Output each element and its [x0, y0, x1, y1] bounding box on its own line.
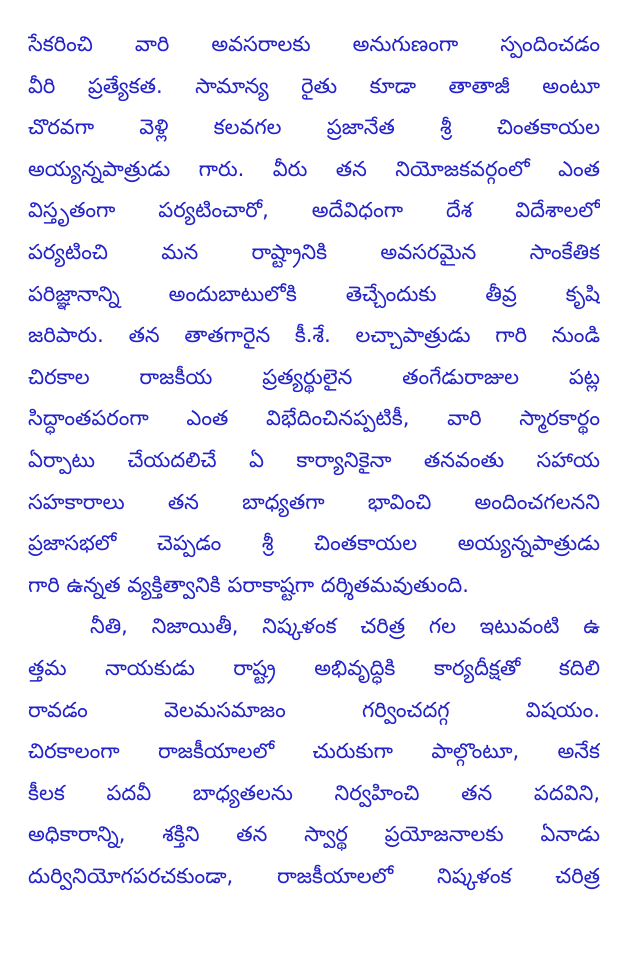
- text-line: ఏర్పాటు చేయదలిచే ఏ కార్యానికైనా తనవంతు సహాయ: [28, 447, 600, 472]
- paragraph-start-line: నీతి, నిజాయితీ, నిష్కళంక చరిత్ర గల ఇటువంటి ఉ: [90, 614, 600, 639]
- text-line: దుర్వినియోగపరచకుండా, రాజకీయాలలో నిష్కళంక చరిత్ర: [28, 863, 600, 888]
- text-line: సిద్ధాంతపరంగా ఎంత విభేదించినప్పటికీ, వారి స్మారకార్థం: [28, 406, 600, 431]
- text-line: అధికారాన్ని, శక్తిని తన స్వార్థ ప్రయోజనాలకు ఏనాడు: [28, 822, 600, 847]
- text-line: సహకారాలు తన బాధ్యతగా భావించి అందించగలనని: [28, 489, 600, 514]
- text-line: చొరవగా వెళ్లి కలవగల ప్రజానేత శ్రీ చింతకాయల: [28, 115, 600, 140]
- text-line: జరిపారు. తన తాతగారైన కీ.శే. లచ్చాపాత్రుడు గారి నుండి: [28, 323, 600, 348]
- text-line: పర్యటించి మన రాష్ట్రానికి అవసరమైన సాంకేతిక: [28, 239, 600, 264]
- text-line: పరిజ్ఞానాన్ని అందుబాటులోకి తెచ్చేందుకు తీవ్ర కృషి: [28, 281, 600, 306]
- text-line: చిరకాల రాజకీయ ప్రత్యర్థులైన తంగేడురాజుల పట్ల: [28, 364, 600, 389]
- text-line: వీరి ప్రత్యేకత. సామాన్య రైతు కూడా తాతాజీ అంటూ: [28, 73, 600, 98]
- text-line: త్తమ నాయకుడు రాష్ట్ర అభివృద్ధికి కార్యదీక్షతో కదిలి: [28, 655, 600, 680]
- text-line: అయ్యన్నపాత్రుడు గారు. వీరు తన నియోజకవర్గంలో ఎంత: [28, 156, 600, 181]
- paragraph-end-line: గారి ఉన్నత వ్యక్తిత్వానికి పరాకాష్టగా దర్శితమవుతుంది.: [28, 572, 469, 597]
- text-line: కీలక పదవీ బాధ్యతలను నిర్వహించి తన పదవిని,: [28, 780, 600, 805]
- text-line: రావడం వెలమసమాజం గర్వించదగ్గ విషయం.: [28, 697, 600, 722]
- text-line: సేకరించి వారి అవసరాలకు అనుగుణంగా స్పందించడం: [28, 32, 600, 56]
- text-line: ప్రజాసభలో చెప్పడం శ్రీ చింతకాయల అయ్యన్నపాత్రుడు: [28, 531, 600, 556]
- text-line: చిరకాలంగా రాజకీయాలలో చురుకుగా పాల్గొంటూ, అనేక: [28, 739, 600, 764]
- text-line: విస్తృతంగా పర్యటించారో, అదేవిధంగా దేశ విదేశాలలో: [28, 198, 600, 223]
- telugu-text-block: [28, 24, 600, 944]
